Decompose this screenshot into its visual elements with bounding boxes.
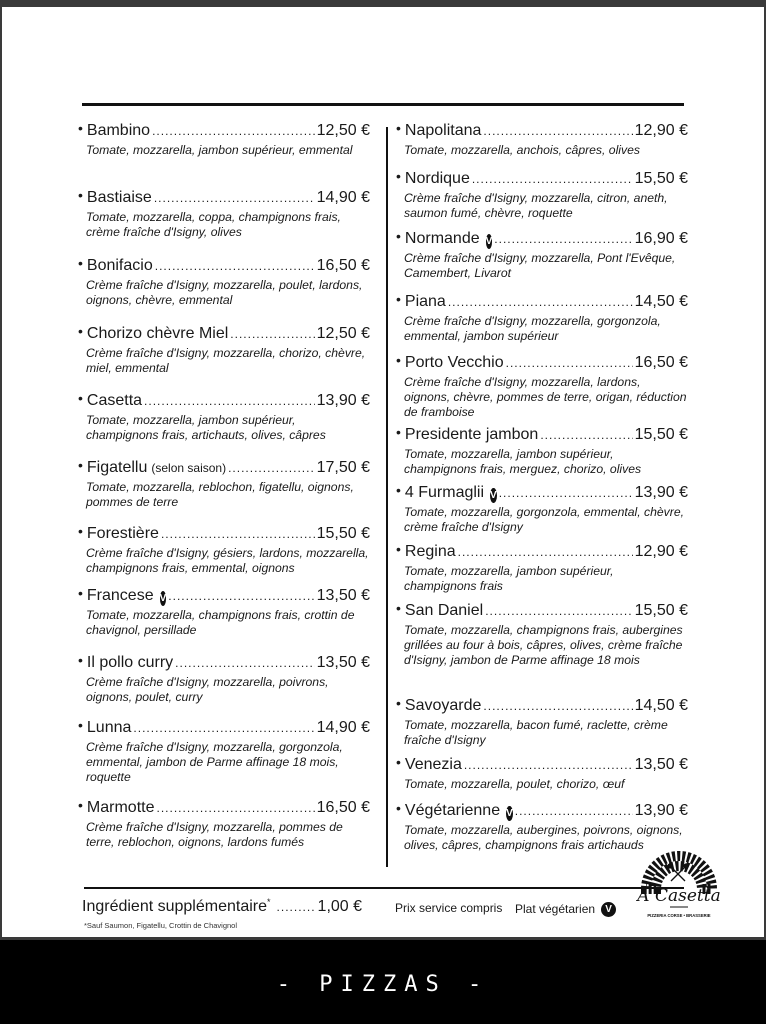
pizza-name: Regina xyxy=(404,543,456,560)
bullet-icon: • xyxy=(78,457,83,473)
pizza-price: 14,50 € xyxy=(634,293,688,310)
bullet-icon: • xyxy=(396,120,401,136)
top-divider xyxy=(82,103,684,106)
menu-item-header xyxy=(396,168,688,189)
vegetarian-icon: V xyxy=(485,236,493,247)
vegetarian-icon: V xyxy=(490,490,497,501)
pizza-price: 12,50 € xyxy=(316,122,370,139)
vegetarian-legend-label: Plat végétarien xyxy=(515,901,596,916)
pizza-price: 17,50 € xyxy=(316,459,370,476)
extra-ingredient-note: *Sauf Saumon, Figatellu, Crottin de Chavignol xyxy=(84,921,238,930)
menu-item-header xyxy=(78,255,370,276)
pizza-price: 13,90 € xyxy=(634,802,688,819)
menu-item-header xyxy=(396,228,688,249)
pizza-ingredients: Tomate, mozzarella, coppa, champignons frais, crème fraîche d'Isigny, olives xyxy=(86,210,341,239)
vegetarian-legend xyxy=(515,901,616,916)
pizza-name: Francese xyxy=(86,587,154,604)
pizza-ingredients: Crème fraîche d'Isigny, gésiers, lardons, mozzarella, champignons frais, emmental, oignons xyxy=(86,546,369,575)
vegetarian-icon: V xyxy=(159,593,167,604)
menu-item xyxy=(396,424,688,477)
pizza-price: 13,50 € xyxy=(316,587,370,604)
menu-item-header xyxy=(396,291,688,312)
menu-item xyxy=(78,187,370,240)
leader-dots xyxy=(228,458,315,478)
pizza-ingredients: Crème fraîche d'Isigny, mozzarella, poivrons, oignons, poulet, curry xyxy=(86,675,329,704)
menu-item xyxy=(396,120,688,158)
menu-item xyxy=(78,120,370,158)
bullet-icon: • xyxy=(396,800,401,816)
a-casetta-logo xyxy=(636,845,722,931)
pizza-name: Chorizo chèvre Miel xyxy=(86,325,229,342)
leader-dots xyxy=(472,169,633,189)
vegetarian-icon: V xyxy=(506,808,513,819)
pizza-price: 13,50 € xyxy=(634,756,688,773)
pizza-price: 14,50 € xyxy=(634,697,688,714)
section-title: - PIZZAS - xyxy=(276,972,490,997)
menu-item xyxy=(78,585,370,638)
leader-dots xyxy=(483,121,632,141)
pizza-name: Bonifacio xyxy=(86,257,153,274)
pizza-name: Il pollo curry xyxy=(86,654,174,671)
pizza-name: Savoyarde xyxy=(404,697,482,714)
asterisk: * xyxy=(267,897,271,907)
menu-item-header xyxy=(78,187,370,208)
leader-dots xyxy=(155,256,315,276)
menu-item xyxy=(396,482,688,535)
logo-wordmark: A Casetta xyxy=(637,886,721,906)
pizza-name: Marmotte xyxy=(86,799,155,816)
leader-dots xyxy=(161,524,315,544)
leader-dots xyxy=(494,229,632,249)
pizza-name: Napolitana xyxy=(404,122,482,139)
service-included-note: Prix service compris xyxy=(395,901,503,915)
menu-item-header xyxy=(78,323,370,344)
pizza-price: 13,50 € xyxy=(316,654,370,671)
bullet-icon: • xyxy=(78,323,83,339)
pizza-name: Figatellu xyxy=(86,459,148,476)
pizza-price: 16,50 € xyxy=(316,799,370,816)
bullet-icon: • xyxy=(78,652,83,668)
menu-item xyxy=(396,541,688,594)
extra-ingredient-label: Ingrédient supplémentaire xyxy=(82,898,268,915)
leader-dots xyxy=(540,425,632,445)
leader-dots xyxy=(464,755,633,775)
vegetarian-icon: V xyxy=(601,902,616,917)
pizza-ingredients: Crème fraîche d'Isigny, mozzarella, citron, aneth, saumon fumé, chèvre, roquette xyxy=(404,191,668,220)
leader-dots xyxy=(230,324,314,344)
pizza-price: 16,90 € xyxy=(634,230,688,247)
leader-dots xyxy=(458,542,633,562)
pizza-price: 14,90 € xyxy=(316,719,370,736)
menu-item xyxy=(396,754,688,792)
bullet-icon: • xyxy=(78,390,83,406)
pizza-ingredients: Crème fraîche d'Isigny, mozzarella, gorgonzola, emmental, jambon de Parme affinage 18 mois, roquette xyxy=(86,740,343,784)
bullet-icon: • xyxy=(78,120,83,136)
pizza-name: Bambino xyxy=(86,122,151,139)
pizza-price: 15,50 € xyxy=(634,602,688,619)
pizza-name: Lunna xyxy=(86,719,132,736)
pizza-ingredients: Crème fraîche d'Isigny, mozzarella, lardons, oignons, chèvre, pommes de terre, origan, réduction de framboise xyxy=(404,375,687,419)
pizza-ingredients: Crème fraîche d'Isigny, mozzarella, pommes de terre, reblochon, oignons, lardons fumés xyxy=(86,820,343,849)
menu-item-header xyxy=(78,797,370,818)
logo-tagline: PIZZERIA CORSE • BRASSERIE xyxy=(647,913,711,918)
pizza-ingredients: Crème fraîche d'Isigny, mozzarella, Pont l'Evêque, Camembert, Livarot xyxy=(404,251,676,280)
leader-dots xyxy=(448,292,633,312)
pizza-name: Forestière xyxy=(86,525,159,542)
leader-dots xyxy=(485,601,632,621)
pizza-name: Nordique xyxy=(404,170,470,187)
leader-dots xyxy=(168,586,314,606)
pizza-ingredients: Tomate, mozzarella, anchois, câpres, olives xyxy=(404,143,640,157)
menu-item xyxy=(396,168,688,221)
menu-item xyxy=(78,797,370,850)
pizza-price: 12,90 € xyxy=(634,122,688,139)
bottom-divider xyxy=(84,887,684,889)
menu-item-header xyxy=(396,352,688,373)
pizza-price: 13,90 € xyxy=(316,392,370,409)
pizza-name: San Daniel xyxy=(404,602,484,619)
menu-item xyxy=(396,291,688,344)
pizza-ingredients: Tomate, mozzarella, jambon supérieur, champignons frais, artichauts, olives, câpres xyxy=(86,413,326,442)
bullet-icon: • xyxy=(78,187,83,203)
menu-item xyxy=(396,352,688,420)
leader-dots xyxy=(152,121,315,141)
menu-item xyxy=(78,457,370,510)
pizza-price: 14,90 € xyxy=(316,189,370,206)
pizza-ingredients: Tomate, mozzarella, gorgonzola, emmental, chèvre, crème fraîche d'Isigny xyxy=(404,505,684,534)
menu-item-header xyxy=(78,457,370,478)
menu-item-header xyxy=(396,754,688,775)
pizza-ingredients: Crème fraîche d'Isigny, mozzarella, poulet, lardons, oignons, chèvre, emmental xyxy=(86,278,363,307)
pizza-ingredients: Crème fraîche d'Isigny, mozzarella, chorizo, chèvre, miel, emmental xyxy=(86,346,366,375)
menu-item xyxy=(78,390,370,443)
bullet-icon: • xyxy=(396,541,401,557)
pizza-price: 13,90 € xyxy=(634,484,688,501)
pizza-name: Bastiaise xyxy=(86,189,152,206)
column-divider xyxy=(386,127,388,867)
bullet-icon: • xyxy=(78,797,83,813)
pizza-ingredients: Tomate, mozzarella, champignons frais, crottin de chavignol, persillade xyxy=(86,608,355,637)
menu-item xyxy=(78,323,370,376)
menu-item-header xyxy=(396,695,688,716)
pizza-name: Porto Vecchio xyxy=(404,354,504,371)
menu-item-header xyxy=(78,390,370,411)
pizza-name: Normande xyxy=(404,230,480,247)
leader-dots xyxy=(515,801,633,821)
leader-dots: ......... xyxy=(276,900,316,914)
bullet-icon: • xyxy=(396,754,401,770)
pizza-name: Piana xyxy=(404,293,446,310)
pizza-name: 4 Furmaglii xyxy=(404,484,485,501)
menu-item xyxy=(78,717,370,785)
leader-dots xyxy=(499,483,633,503)
bullet-icon: • xyxy=(396,600,401,616)
leader-dots xyxy=(506,353,633,373)
pizza-ingredients: Tomate, mozzarella, poulet, chorizo, œuf xyxy=(404,777,625,791)
leader-dots xyxy=(175,653,314,673)
bullet-icon: • xyxy=(396,482,401,498)
bullet-icon: • xyxy=(78,585,83,601)
menu-item-header xyxy=(396,800,688,821)
pizza-ingredients: Tomate, mozzarella, bacon fumé, raclette, crème fraîche d'Isigny xyxy=(404,718,668,747)
pizza-name: Casetta xyxy=(86,392,143,409)
menu-item xyxy=(396,695,688,748)
menu-item-header xyxy=(78,717,370,738)
pizza-name: Venezia xyxy=(404,756,462,773)
bullet-icon: • xyxy=(78,717,83,733)
menu-item xyxy=(78,255,370,308)
leader-dots xyxy=(483,696,632,716)
leader-dots xyxy=(144,391,315,411)
bullet-icon: • xyxy=(396,352,401,368)
bullet-icon: • xyxy=(396,695,401,711)
pizza-ingredients: Tomate, mozzarella, reblochon, figatellu, oignons, pommes de terre xyxy=(86,480,354,509)
pizza-price: 15,50 € xyxy=(634,426,688,443)
pizza-ingredients: Tomate, mozzarella, jambon supérieur, champignons frais, merguez, chorizo, olives xyxy=(404,447,642,476)
pizza-price: 15,50 € xyxy=(316,525,370,542)
menu-item-header xyxy=(78,652,370,673)
bullet-icon: • xyxy=(396,168,401,184)
menu-item xyxy=(396,600,688,668)
pizza-ingredients: Crème fraîche d'Isigny, mozzarella, gorgonzola, emmental, jambon supérieur xyxy=(404,314,661,343)
menu-item-header xyxy=(396,600,688,621)
pizza-note: (selon saison) xyxy=(151,461,227,475)
pizza-price: 16,50 € xyxy=(634,354,688,371)
menu-item-header xyxy=(396,424,688,445)
menu-item-header xyxy=(78,120,370,141)
extra-ingredient-line xyxy=(82,898,362,916)
leader-dots xyxy=(133,718,314,738)
pizza-price: 12,90 € xyxy=(634,543,688,560)
menu-item-header xyxy=(78,523,370,544)
pizza-ingredients: Tomate, mozzarella, champignons frais, aubergines grillées au four à bois, câpres, olives, crème fraîche d'Isigny, jambon de Parme affinage 18 mois xyxy=(404,623,683,667)
pizza-ingredients: Tomate, mozzarella, jambon supérieur, champignons frais xyxy=(404,564,614,593)
menu-item-header xyxy=(78,585,370,606)
menu-item xyxy=(78,523,370,576)
pizza-price: 15,50 € xyxy=(634,170,688,187)
bullet-icon: • xyxy=(78,523,83,539)
bullet-icon: • xyxy=(78,255,83,271)
pizza-price: 12,50 € xyxy=(316,325,370,342)
menu-item-header xyxy=(396,541,688,562)
pizza-name: Presidente jambon xyxy=(404,426,539,443)
pizza-price: 16,50 € xyxy=(316,257,370,274)
menu-item xyxy=(396,228,688,281)
menu-item-header xyxy=(396,482,688,503)
bullet-icon: • xyxy=(396,228,401,244)
leader-dots xyxy=(154,188,315,208)
pizza-ingredients: Tomate, mozzarella, aubergines, poivrons, oignons, olives, câpres, champignons frais artichauds xyxy=(404,823,683,852)
pizza-ingredients: Tomate, mozzarella, jambon supérieur, emmental xyxy=(86,143,353,157)
pizza-name: Végétarienne xyxy=(404,802,501,819)
bullet-icon: • xyxy=(396,291,401,307)
menu-item xyxy=(78,652,370,705)
menu-item-header xyxy=(396,120,688,141)
extra-ingredient-price: 1,00 € xyxy=(317,898,363,915)
bullet-icon: • xyxy=(396,424,401,440)
leader-dots xyxy=(156,798,314,818)
